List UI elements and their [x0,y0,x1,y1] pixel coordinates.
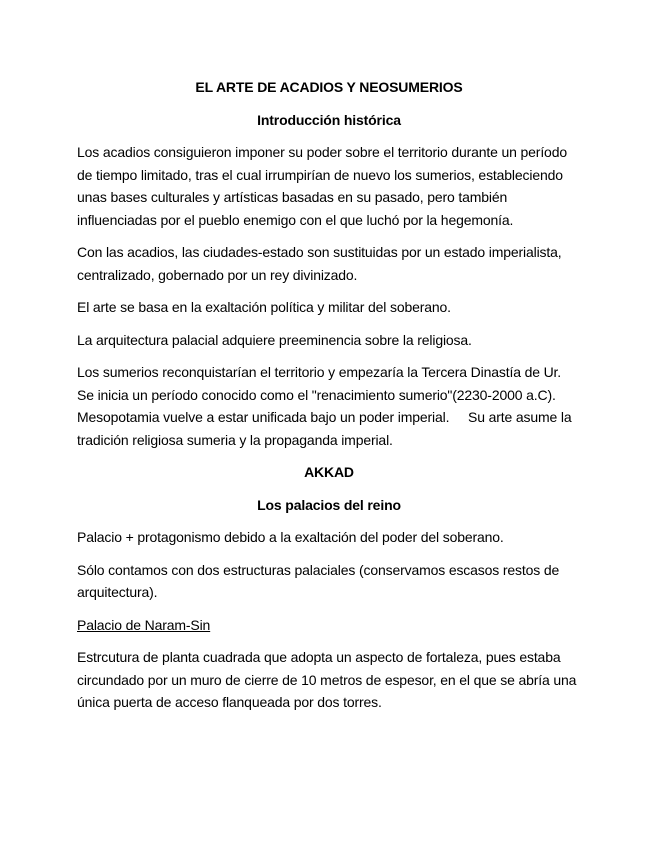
paragraph-palacio-protagonismo: Palacio + protagonismo debido a la exaltación del poder del soberano. [77,529,504,545]
document-body [77,76,581,724]
paragraph-estructuras-palaciales: Sólo contamos con dos estructuras palaciales (conservamos escasos restos de arquitectura). [77,561,560,600]
paragraph-arquitectura-palacial: La arquitectura palacial adquiere preeminencia sobre la religiosa. [77,331,472,348]
paragraph-renacimiento-sumerio: Los sumerios reconquistarían el territorio y empezaría la Tercera Dinastía de Ur. Se inicia un período conocido como el "renacimiento sumerio"(2230-2000 a.C). Mesopotamia vuelve a estar unificada bajo un poder imperial. Su arte asume la tradición religiosa sumeria y la propaganda imperial. [77,364,576,448]
paragraph-estado-imperialista: Con las acadios, las ciudades-estado son sustituidas por un estado imperialista, centralizado, gobernado por un rey divinizado. [77,244,562,283]
akkad-heading: AKKAD [304,464,354,480]
paragraph-arte-politico: El arte se basa en la exaltación política y militar del soberano. [77,299,451,315]
intro-heading: Introducción histórica [257,111,401,128]
palaces-heading: Los palacios del reino [257,496,401,513]
paragraph-acadios-intro: Los acadios consiguieron imponer su poder sobre el territorio durante un período de tiempo limitado, tras el cual irrumpirían de nuevo los sumerios, estableciendo unas bases culturales y artísticas basadas en su pasado, pero también influenciadas por el pueblo enemigo con el que luchó por la hegemonía. [77,144,567,228]
naram-sin-heading: Palacio de Naram-Sin [77,616,211,633]
document-title: EL ARTE DE ACADIOS Y NEOSUMERIOS [195,79,463,95]
paragraph-naram-sin-estructura: Estrcutura de planta cuadrada que adopta un aspecto de fortaleza, pues estaba circundado por un muro de cierre de 10 metros de espesor, en el que se abría una única puerta de acceso flanqueada por dos torres. [77,649,577,710]
